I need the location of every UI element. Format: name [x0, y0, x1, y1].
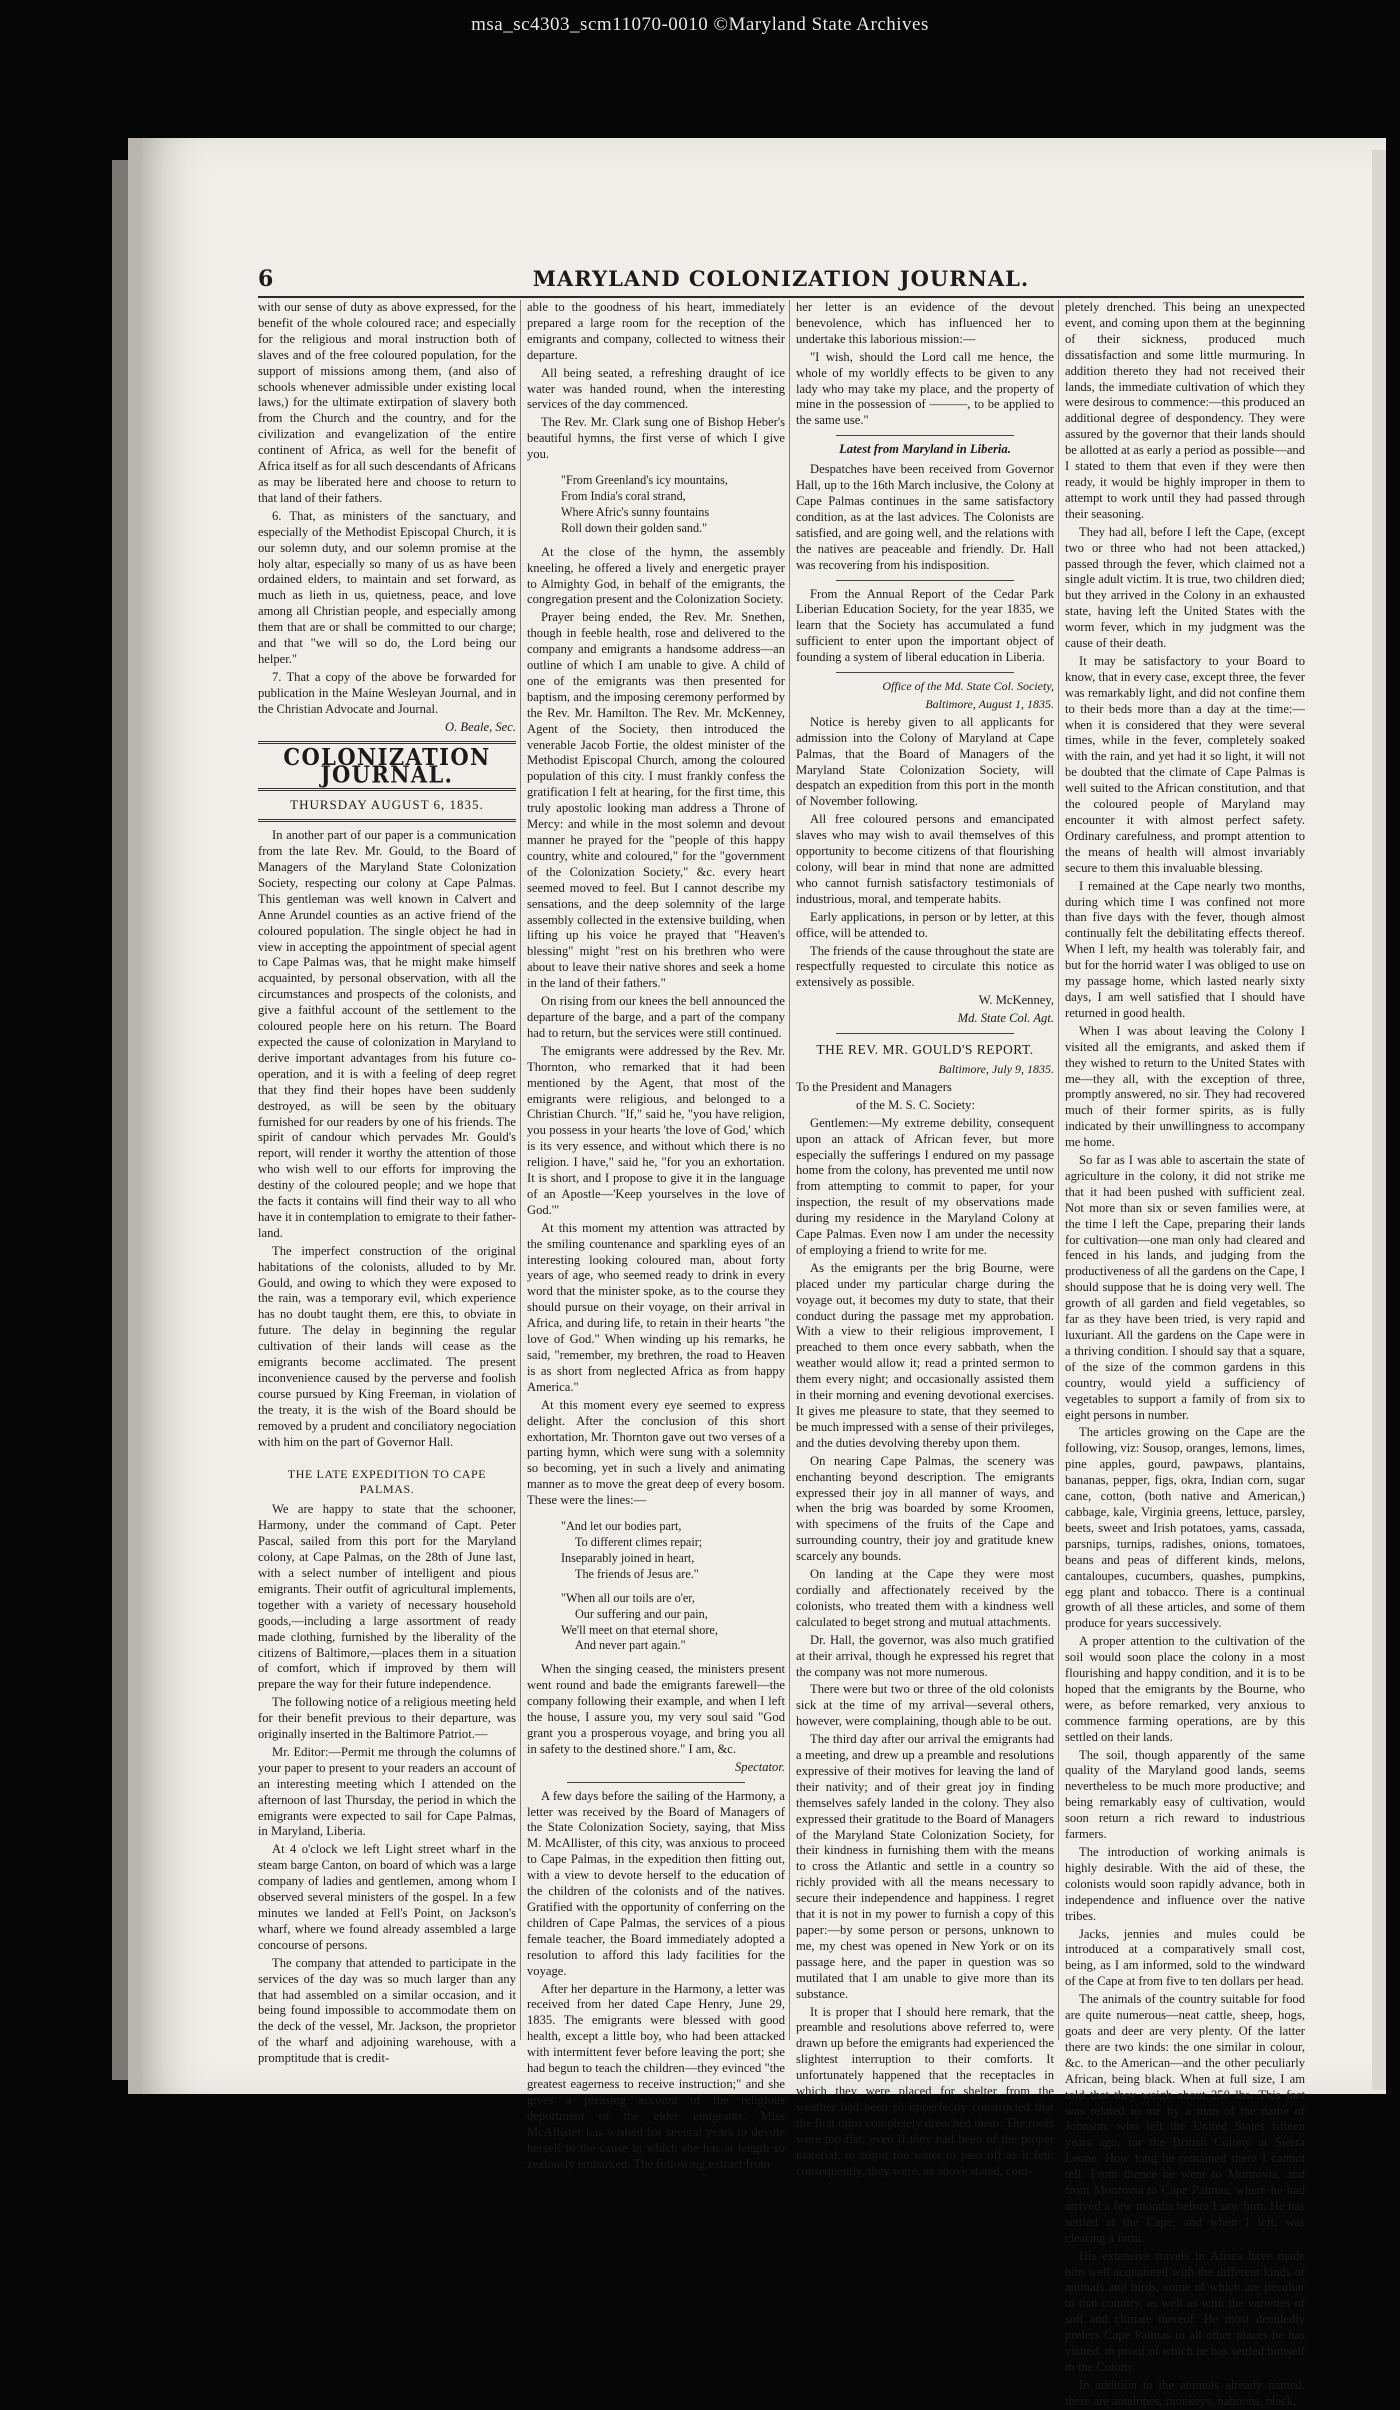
issue-date: THURSDAY AUGUST 6, 1835.: [290, 797, 484, 813]
dateline: Office of the Md. State Col. Society,: [882, 679, 1054, 694]
section-heading: Latest from Maryland in Liberia.: [839, 442, 1011, 457]
divider: [836, 672, 1014, 673]
paragraph: The following notice of a religious meeting held for their benefit previous to their departure, was originally inserted in the Baltimore Patriot.—: [258, 1695, 516, 1742]
verse-line: To different climes repair;: [575, 1534, 703, 1549]
paragraph: Mr. Editor:—Permit me through the columns of your paper to present to your readers an account of an interesting meeting which I attended on the afternoon of last Thursday, the period in which the emigrants were expected to sail for Cape Palmas, in Maryland, Liberia.: [258, 1744, 516, 1839]
page-edge: [1372, 150, 1386, 2090]
divider: [258, 819, 516, 822]
paragraph: At this moment my attention was attracted by the smiling countenance and sparkling eyes of an interesting looking coloured man, about forty years of age, who seemed ready to drink in every word that the minister spoke, as to the course they should pursue on their voyage, on their arrival in Africa, and during life, to retain in their hearts "the love of God." When winding up his remarks, he said, "remember, my brethren, the road to Heaven is as short from neglected Africa as from happy America.": [527, 1220, 785, 1394]
paragraph: The soil, though apparently of the same quality of the Maryland good lands, seems nevertheless to be much more productive; and being remarkably easy of cultivation, would soon return a rich reward to industrious farmers.: [1065, 1747, 1305, 1842]
paragraph: All free coloured persons and emancipated slaves who may wish to avail themselves of this opportunity to become citizens of that flourishing colony, will bear in mind that none are admitted who cannot furnish satisfactory testimonials of industrious, moral, and temperate habits.: [796, 812, 1054, 906]
salutation: of the M. S. C. Society:: [856, 1097, 975, 1112]
paragraph: "I wish, should the Lord call me hence, the whole of my worldly effects to be given to any lady who may take my place, and the property of mine in the possession of ———, to be applied to the same use.": [796, 349, 1054, 428]
paragraph: In addition to the animals already named, there are antelopes, monkeys, baboons, black,: [1065, 2377, 1305, 2408]
column-rule: [789, 300, 790, 2040]
paragraph: I remained at the Cape nearly two months, during which time I was confined not more than five days with the fever, though almost continually felt the debilitating effects thereof. When I left, my health was tolerably fair, and but for the horrid water I was obliged to use on my passage home, which lasted nearly sixty days, I am well satisfied that I should have returned in good health.: [1065, 878, 1305, 1020]
signature: W. McKenney,: [978, 993, 1054, 1008]
column-4: [1065, 300, 1305, 2408]
divider: [836, 580, 1014, 581]
paragraph: It is proper that I should here remark, that the preamble and resolutions above referred to, were drawn up before the emigrants had experienced the slightest interruption to their comforts. It unfortunately happened that the receptacles in which they were placed for shelter from the weather had been so imperfectly constructed that the first rains completely drenched them. The roofs were too flat, even if they had been of the proper material, to admit the water to pass off as it fell; consequently, they were, as above stated, com-: [796, 2004, 1054, 2178]
section-heading: THE LATE EXPEDITION TO CAPE PALMAS.: [287, 1466, 487, 1497]
salutation: To the President and Managers: [796, 1079, 952, 1094]
paragraph: The Rev. Mr. Clark sung one of Bishop Heber's beautiful hymns, the first verse of which I give you.: [527, 415, 785, 462]
column-1: [258, 300, 516, 2066]
paragraph: In another part of our paper is a communication from the late Rev. Mr. Gould, to the Board of Managers of the Maryland State Colonization Society, respecting our colony at Cape Palmas. This gentleman was well known in Calvert and Anne Arundel counties as an active friend of the coloured population. The single object he had in view in accepting the appointment of special agent to Cape Palmas was, that he might make himself acquainted, by personal observation, with all the circumstances and prospects of the colonists, and give a faithful account of the settlement to the coloured people here on his return. The Board expected the cause of colonization in Maryland to derive important advantages from his future co-operation, and it is with a feeling of deep regret that they find their hopes have been suddenly destroyed, as will be seen by the obituary furnished for our readers by one of his friends. The spirit of candour which pervades Mr. Gould's report, will render it worthy the attention of those who wish well to our efforts for improving the destiny of the coloured people; and we hope that the facts it contains will find their way to all who have it in contemplation to emigrate to their father-land.: [258, 828, 516, 1240]
paragraph: We are happy to state that the schooner, Harmony, under the command of Capt. Peter Pascal, sailed from this port for the Maryland colony, at Cape Palmas, on the 28th of June last, with a select number of intelligent and pious emigrants. Their outfit of agricultural implements, together with a variety of necessary household goods,—including a large assortment of ready made clothing, furnished by the liberality of the citizens of Baltimore,—places them in a situation of comfort, which if improved by them will prepare the way for their future independence.: [258, 1502, 516, 1692]
dateline: Baltimore, August 1, 1835.: [925, 696, 1054, 711]
paragraph: her letter is an evidence of the devout benevolence, which has influenced her to undertake this laborious mission:—: [796, 300, 1054, 346]
page-number: 6: [258, 266, 274, 292]
signature: Spectator.: [734, 1759, 785, 1774]
column-rule: [1058, 300, 1059, 2040]
paragraph: The company that attended to participate in the services of the day was so much larger than any that had assembled on a similar occasion, and it being found impossible to accommodate them on the deck of the vessel, Mr. Jackson, the proprietor of the wharf and adjoining warehouse, with a promptitude that is credit-: [258, 1955, 516, 2066]
paragraph: Jacks, jennies and mules could be introduced at a comparatively small cost, being, as I am informed, sold to the windward of the Cape at from five to ten dollars per head.: [1065, 1926, 1305, 1989]
paragraph: The emigrants were addressed by the Rev. Mr. Thornton, who remarked that it had been mentioned by the Agent, that most of the emigrants were religious, and belonged to a Christian Church. "If," said he, "you have religion, you possess in your hearts 'the love of God,' which is its very essence, and without which there is no religion. I have," said he, "for you an exhortation. It is short, and I propose to give it in the language of an Apostle—'Keep yourselves in the love of God.'": [527, 1043, 785, 1217]
paragraph: So far as I was able to ascertain the state of agriculture in the colony, it did not strike me that it had been pushed with sufficient zeal. Not more than six or seven families were, at the time I left the Cape, preparing their lands for cultivation—one man only had cleared and fenced in his lands, and judging from the productiveness of all the gardens on the Cape, I should suppose that he is doing very well. The growth of all garden and field vegetables, so far as they have been tried, is very rapid and luxuriant. All the gardens on the Cape were in a thriving condition. I should say that a square, of the size of the common gardens in this country, would yield a sufficiency of vegetables to support a family of from six to eight persons in number.: [1065, 1153, 1305, 1422]
paragraph: The friends of the cause throughout the state are respectfully requested to circulate this notice as extensively as possible.: [796, 943, 1054, 990]
paragraph: From the Annual Report of the Cedar Park Liberian Education Society, for the year 1835, we learn that the Society has accumulated a fund sufficient to enter upon the important object of founding a system of liberal education in Liberia.: [796, 586, 1054, 665]
paragraph: A few days before the sailing of the Harmony, a letter was received by the Board of Managers of the State Colonization Society, saying, that Miss M. McAllister, of this city, was anxious to proceed to Cape Palmas, in the expedition then fitting out, with a view to devote herself to the education of the children of the colonists and of the natives. Gratified with the opportunity of conferring on the children of Cape Palmas, the services of a pious female teacher, the Board immediately adopted a resolution to afford this lady facilities for the voyage.: [527, 1788, 785, 1978]
signature-title: Md. State Col. Agt.: [957, 1011, 1054, 1026]
paragraph: There were but two or three of the old colonists sick at the time of my arrival—several others, however, were complaining, though able to be out.: [796, 1682, 1054, 1729]
paragraph: When the singing ceased, the ministers present went round and bade the emigrants farewell—the company following their example, and when I left the house, I assure you, my very soul said "God grant you a prosperous voyage, and bring you all in safety to the destined shore." I am, &c.: [527, 1662, 785, 1756]
paragraph: At the close of the hymn, the assembly kneeling, he offered a lively and energetic prayer to Almighty God, in behalf of the emigrants, the congregation present and the Colonization Society.: [527, 544, 785, 607]
section-heading: THE REV. MR. GOULD'S REPORT.: [816, 1042, 1034, 1058]
paragraph: Dr. Hall, the governor, was also much gratified at their arrival, though he expressed his regret that the company was not more numerous.: [796, 1632, 1054, 1679]
verse-line: Inseparably joined in heart,: [561, 1550, 695, 1565]
masthead: COLONIZATION JOURNAL.: [283, 743, 491, 789]
paragraph: At 4 o'clock we left Light street wharf in the steam barge Canton, on board of which was a large company of ladies and gentlemen, among whom I observed several ministers of the gospel. In a few minutes we landed at Fell's Point, on Jackson's wharf, where we found already assembled a large concourse of persons.: [258, 1842, 516, 1952]
verse-line: "When all our toils are o'er,: [561, 1590, 695, 1605]
verse-line: "And let our bodies part,: [561, 1519, 682, 1534]
journal-title: MARYLAND COLONIZATION JOURNAL.: [532, 266, 1030, 291]
paragraph: The imperfect construction of the original habitations of the colonists, alluded to by Mr. Gould, and owing to which they were exposed to the rain, was a temporary evil, which experience has no doubt taught them, ere this, to obviate in future. The delay in beginning the regular cultivation of their lands will cease as the emigrants become acclimated. The present inconvenience caused by the perverse and foolish course pursued by King Freeman, in violation of the treaty, it is the wish of the Board should be removed by a prudent and conciliatory negociation with him on the part of Governor Hall.: [258, 1243, 516, 1449]
paragraph: able to the goodness of his heart, immediately prepared a large room for the reception of the emigrants and company, collected to witness their departure.: [527, 300, 785, 362]
dateline: Baltimore, July 9, 1835.: [938, 1061, 1054, 1076]
verse-line: And never part again.": [575, 1638, 686, 1653]
paragraph: Prayer being ended, the Rev. Mr. Snethen, though in feeble health, rose and delivered to the company and emigrants a handsome address—an outline of which I am unable to give. A child of one of the emigrants was then presented for baptism, and the imposing ceremony performed by the Rev. Mr. Hamilton. The Rev. Mr. McKenney, Agent of the Society, then introduced the venerable Jacob Fortie, the oldest minister of the Methodist Episcopal Church, among the coloured population of this city. I must frankly confess the gratification I felt at hearing, for the first time, this truly apostolic looking man address a Throne of Mercy: and while in the most solemn and devout manner he prayed for the "people of this happy country, white and coloured," for the "government of the Colonization Society," &c. every heart seemed moved to feel. But I cannot describe my sensations, and the deep solemnity of the large assembly collected in the extensive building, when lifting up his voice he prayed that "Heaven's blessing" might "rest on his brethren who were about to leave their native shores and seek a home in the land of their fathers.": [527, 610, 785, 991]
signature: O. Beale, Sec.: [445, 719, 516, 734]
paragraph: All being seated, a refreshing draught of ice water was handed round, when the interesting services of the day commenced.: [527, 365, 785, 412]
divider: [567, 1782, 745, 1783]
verse-line: Roll down their golden sand.": [561, 520, 708, 535]
paragraph: Notice is hereby given to all applicants for admission into the Colony of Maryland at Cape Palmas, that the Board of Managers of the Maryland State Colonization Society, will despatch an expedition from this port in the month of November following.: [796, 714, 1054, 809]
running-head: [258, 266, 1304, 296]
divider: [258, 788, 516, 791]
paragraph: The articles growing on the Cape are the following, viz: Sousop, oranges, lemons, limes, pine apples, gourd, pawpaws, plantains, bananas, pepper, figs, okra, Indian corn, sugar cane, cotton, (both native and American,) cabbage, kale, Virginia greens, lettuce, parsley, beets, sweet and Irish potatoes, yams, cassada, parsnips, turnips, radishes, onions, tomatoes, beans and peas of different kinds, melons, cantaloupes, cucumbers, quashes, pumpkins, egg plant and tobacco. There is a continual growth of all these articles, and some of them produce for years successively.: [1065, 1425, 1305, 1631]
paragraph: It may be satisfactory to your Board to know, that in every case, except three, the fever was remarkably light, and did not confine them to their beds more than a day at the time:—when it is considered that they were several times, while in the fever, completely soaked with the rain, and yet had it so light, it will not be doubted that the climate of Cape Palmas is well suited to the African constitution, and that the coloured people of Maryland may encounter it with almost perfect safety. Ordinary carefulness, and prompt attention to the means of health will almost invariably secure to them this invaluable blessing.: [1065, 653, 1305, 875]
paragraph: 6. That, as ministers of the sanctuary, and especially of the Methodist Episcopal Church, it is our solemn duty, and our solemn promise at the holy altar, especially so many of us as have been ordained elders, to maintain and set forward, as much as lieth in us, quietness, peace, and love among all Christian people, and especially among them that are or shall be committed to our charge; and that "we will so do, the Lord being our helper.": [258, 508, 516, 666]
paragraph: pletely drenched. This being an unexpected event, and coming upon them at the beginning of their sickness, produced much dissatisfaction and some little murmuring. In addition thereto they had not received their lands, the immediate cultivation of which they were desirous to commence:—this produced an additional degree of despondency. They were assured by the governor that their lands should be allotted at as early a period as possible—and I stated to them that even if they were then ready, it would be highly improper in them to attempt to work until they had passed through their seasoning.: [1065, 300, 1305, 521]
paragraph: His extensive travels in Africa have made him well acquainted with the different kinds of animals and birds, some of which are peculiar to that country, as well as with the varieties of soil and climate thereof. He most decidedly prefers Cape Palmas to all other places he has visited, in proof of which he has settled himself in the Colony.: [1065, 2248, 1305, 2374]
paragraph: The introduction of working animals is highly desirable. With the aid of these, the colonists would soon rapidly advance, both in independence and influence over the native tribes.: [1065, 1845, 1305, 1923]
verse-line: Our suffering and our pain,: [575, 1606, 708, 1621]
paragraph: A proper attention to the cultivation of the soil would soon place the colony in a most flourishing and happy condition, and it is to be hoped that the emigrants by the Bourne, who were, as before remarked, very anxious to commence farming operations, are by this settled on their lands.: [1065, 1634, 1305, 1744]
paragraph: On landing at the Cape they were most cordially and affectionately received by the colonists, who treated them with a kindness well calculated to beget strong and mutual attachments.: [796, 1567, 1054, 1629]
column-rule: [520, 300, 521, 2040]
verse-line: We'll meet on that eternal shore,: [561, 1622, 718, 1637]
column-3: [796, 300, 1054, 2178]
verse-line: "From Greenland's icy mountains,: [561, 473, 728, 488]
verse-line: Where Afric's sunny fountains: [561, 504, 710, 519]
paragraph: After her departure in the Harmony, a letter was received from her dated Cape Henry, June 29, 1835. The emigrants were blessed with good health, except a little boy, who had been attacked with intermittent fever before leaving the port; she had begun to teach the children—they evinced "the greatest eagerness to receive instruction;" and she gives a pleasing account of the religious deportment of the elder emigrants. Miss McAllister has wished for several years to devote herself to the cause in which she has at length so zealously embarked. The following extract from: [527, 1981, 785, 2171]
paragraph: The animals of the country suitable for food are quite numerous—neat cattle, sheep, hogs, goats and deer are very plenty. Of the latter there are two kinds: the one similar in colour, &c. to the American—and the other peculiarly African, being black. When at full size, I am told that they weigh about 250 lbs. This fact was related to me by a man of the name of Johnson, who left the United States fifteen years ago, for the British Colony at Sierra Leone. How long he remained there I cannot tell. From thence he went to Monrovia, and from Monrovia to Cape Palmas, where he had arrived a few months before I saw him. He has settled at the Cape, and when I left, was clearing a farm.: [1065, 1992, 1305, 2245]
verse-line: From India's coral strand,: [561, 488, 686, 503]
verse-line: The friends of Jesus are.": [575, 1566, 699, 1581]
paragraph: Early applications, in person or by letter, at this office, will be attended to.: [796, 909, 1054, 940]
paragraph: On rising from our knees the bell announced the departure of the barge, and a part of the company had to return, but the services were still continued.: [527, 994, 785, 1040]
paragraph: As the emigrants per the brig Bourne, were placed under my particular charge during the voyage out, it becomes my duty to state, that their conduct during the passage met my approbation. With a view to their religious improvement, I preached to them once every sabbath, when the weather would allow it; read a printed sermon to them every night; and occasionally assisted them in their morning and evening devotional exercises. It gives me pleasure to state, that they seemed to be much impressed with a sense of their privileges, and the duties devolving thereby upon them.: [796, 1260, 1054, 1450]
header-rule: [258, 296, 1304, 298]
paragraph: with our sense of duty as above expressed, for the benefit of the whole coloured race; and especially for the religious and moral instruction both of slaves and of the free coloured population, for the support of missions among them, (and also of schools whenever admissible under existing local laws,) for the ultimate extirpation of slavery both from the Church and the country, and for the civilization and evangelization of the entire continent of Africa, as well for the benefit of Africa itself as for all such descendants of Africans as may be liberated here and choose to return to that land of their fathers.: [258, 300, 516, 505]
page-binding-shadow: [112, 160, 128, 2080]
paragraph: They had all, before I left the Cape, (except two or three who had not been attacked,) passed through the fever, which claimed not a single adult victim. It is true, two children died; but they arrived in the Colony in an exhausted state, having left the United States with the worm fever, which in my judgment was the cause of their death.: [1065, 524, 1305, 651]
paragraph: The third day after our arrival the emigrants had a meeting, and drew up a preamble and resolutions expressive of their motives for leaving the land of their nativity; and of their great joy in finding themselves safely landed in the colony. They also expressed their gratitude to the Board of Managers of the Maryland State Colonization Society, for their kindness in furnishing them with the means to cross the Atlantic and settle in a country so richly provided with all the means necessary to secure their independence and happiness. I regret that it is not in my power to furnish a copy of this paper:—by some person or persons, unknown to me, my chest was opened in New York or on its passage here, and the paper in question was so mutilated that I am unable to give more than its substance.: [796, 1732, 1054, 2001]
divider: [836, 1033, 1014, 1034]
paragraph: When I was about leaving the Colony I visited all the emigrants, and asked them if they wished to return to the United States with me—they all, with the exception of three, promptly answered, no sir. They had recovered much of their former spirits, as is fully indicated by their unwillingness to accompany me home.: [1065, 1023, 1305, 1150]
paragraph: Gentlemen:—My extreme debility, consequent upon an attack of African fever, but more especially the sufferings I endured on my passage home from the colony, has prevented me until now from attempting to commit to paper, for your inspection, the result of my observations made during my residence in the Maryland Colony at Cape Palmas. Even now I am under the necessity of employing a friend to write for me.: [796, 1115, 1054, 1257]
divider: [836, 435, 1014, 436]
archive-caption: msa_sc4303_scm11070-0010 ©Maryland State Archives: [471, 14, 929, 35]
paragraph: 7. That a copy of the above be forwarded for publication in the Maine Wesleyan Journal, and in the Christian Advocate and Journal.: [258, 669, 516, 716]
column-2: [527, 300, 785, 2171]
paragraph: Despatches have been received from Governor Hall, up to the 16th March inclusive, the Colony at Cape Palmas continues in the same satisfactory condition, as at the last advices. The Colonists are satisfied, and are going well, and the relations with the natives are peaceable and friendly. Dr. Hall was recovering from his indisposition.: [796, 462, 1054, 572]
paragraph: At this moment every eye seemed to express delight. After the conclusion of this short exhortation, Mr. Thornton gave out two verses of a parting hymn, which were sung with a solemnity so becoming, yet in such a lively and animating manner as to move the great deep of every bosom. These were the lines:—: [527, 1397, 785, 1508]
paragraph: On nearing Cape Palmas, the scenery was enchanting beyond description. The emigrants expressed their joy in all manner of ways, and when the brig was boarded by some Kroomen, with specimens of the fruits of the Cape and surrounding country, their joy and gratitude knew scarcely any bounds.: [796, 1453, 1054, 1564]
